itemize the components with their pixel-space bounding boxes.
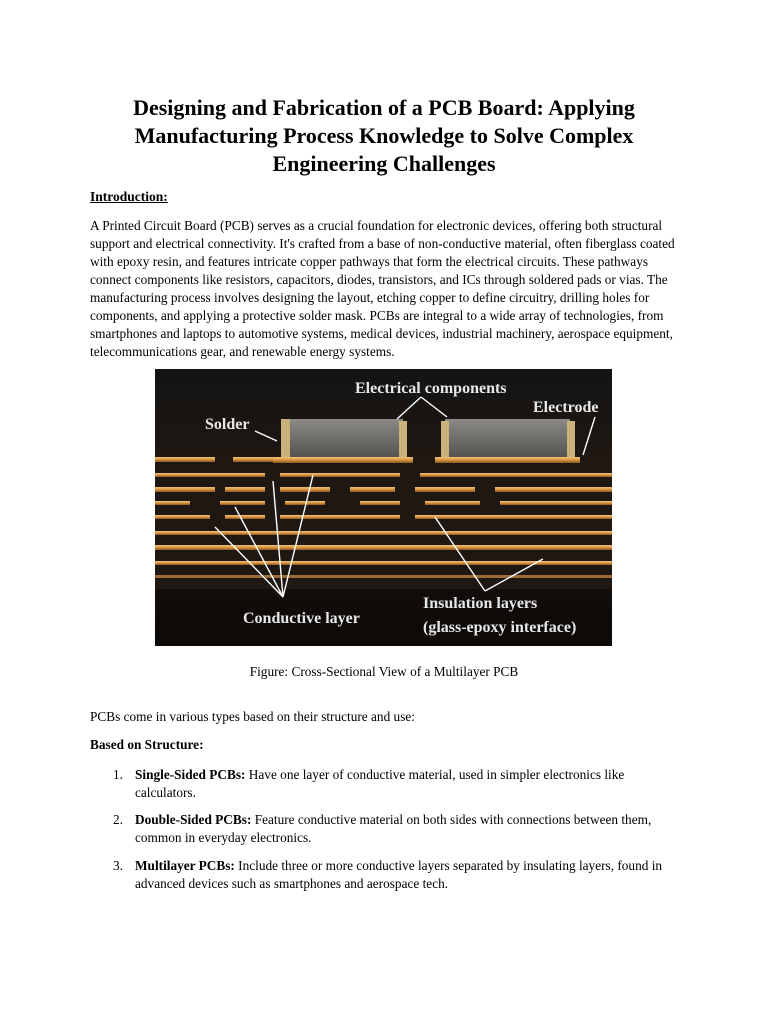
list-number: 1. xyxy=(113,767,123,782)
list-term: Multilayer PCBs: xyxy=(135,858,235,873)
list-description: Feature conductive material on both sides with connections between them, common in everyday electronics. xyxy=(135,812,652,845)
introduction-paragraph: A Printed Circuit Board (PCB) serves as a crucial foundation for electronic devices, offering both structural support and electrical connectivity. It's crafted from a base of non-conductive material, often fiberglass coated with epoxy resin, and features intricate copper pathways that form the electrical circuits. These pathways connect components like resistors, capacitors, diodes, transistors, and ICs through soldered pads or vias. The manufacturing process involves designing the layout, etching copper to define circuitry, drilling holes for components, and applying a protective solder mask. PCBs are integral to a wide array of technologies, from smartphones and laptops to automotive systems, medical devices, industrial machinery, aerospace equipment, telecommunications gear, and renewable energy systems. xyxy=(90,218,675,359)
pcb-types-intro: PCBs come in various types based on their structure and use: xyxy=(90,709,415,724)
label-conductive-layer: Conductive layer xyxy=(243,610,360,627)
list-term: Double-Sided PCBs: xyxy=(135,812,252,827)
list-number: 2. xyxy=(113,812,123,827)
list-term: Single-Sided PCBs: xyxy=(135,767,246,782)
list-description: Have one layer of conductive material, used in simpler electronics like calculators. xyxy=(135,767,625,800)
figure-caption: Figure: Cross-Sectional View of a Multilayer PCB xyxy=(249,664,519,679)
label-glass-epoxy-interface: (glass-epoxy interface) xyxy=(423,619,577,636)
label-electrical-components: Electrical components xyxy=(355,380,507,397)
component-right xyxy=(445,419,570,457)
document-title: Designing and Fabrication of a PCB Board: Applying Manufacturing Process Knowledge to Solve Complex Engineering Challenges xyxy=(133,95,635,176)
list-number: 3. xyxy=(113,858,123,873)
component-left xyxy=(285,419,403,457)
list-description: Include three or more conductive layers separated by insulating layers, found in advanced devices such as smartphones and aerospace tech. xyxy=(135,858,663,891)
pcb-cross-section-image xyxy=(155,369,612,646)
label-insulation-layers: Insulation layers xyxy=(423,595,538,612)
label-solder: Solder xyxy=(205,416,250,433)
pcb-cross-section-figure xyxy=(155,369,612,646)
label-electrode: Electrode xyxy=(533,399,599,416)
introduction-heading: Introduction: xyxy=(90,189,168,204)
based-on-structure-heading: Based on Structure: xyxy=(90,737,204,752)
